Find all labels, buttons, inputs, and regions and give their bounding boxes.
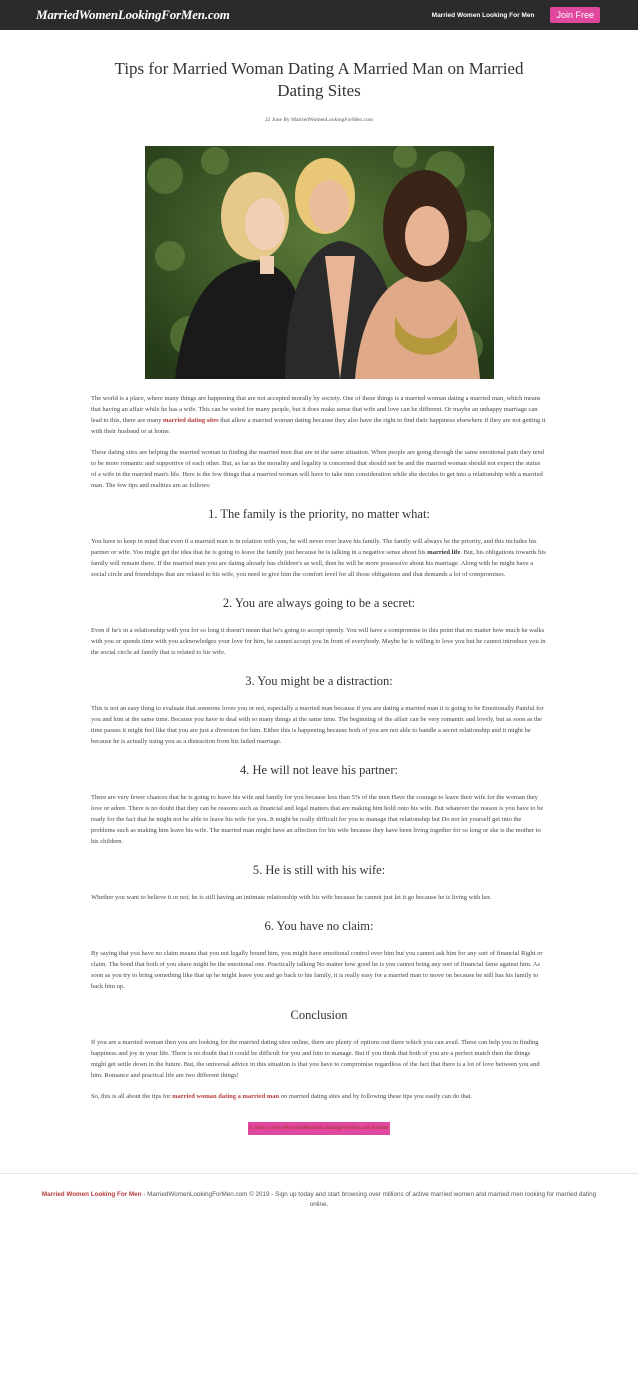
section-1-text-continued: . But, his obligations towards his family will remain there. If the married man you are dating already has children's as well, then he will be more possessive about his marriage. Along with he might have a social circle and friendships that are related to his wife, you need to give him the comfort level for all those obligations and that demands a lot of compromises. [91,549,546,578]
join-free-button[interactable]: Join Free [550,7,600,23]
article-photo [145,146,494,379]
article-byline: 22 June By MarriedWomenLookingForMen.com [264,117,373,123]
article-title: Tips for Married Woman Dating A Married Man on Married Dating Sites [114,59,524,100]
conclusion-paragraph-2 [91,1091,547,1102]
section-heading-5: 5. He is still with his wife: [252,863,386,877]
section-1-text: You have to keep in mind that even if a married man is in relation with you, he will never ever leave his family. The family will always be the priority, and this includes his partner or wife. You might get the idea that he is going to leave the family just because he is talking in a negative sense about his [91,538,537,556]
married-life-emphasis: married life [427,549,461,556]
married-dating-sites-link[interactable]: married dating sites [163,417,219,424]
section-paragraph-6: By saying that you have no claim means that you not legally bound him, you might have emotional control over him but you cannot ask him for any sort of financial Right or claim. The bond that both of you share might be the emotional one. Practically talking No matter how good he is you cannot bring any sort of financial fame against him. As soon as you try to bring something like that up he might leave you and go back to his family, it is really easy for a married man to move on because he still has his family to back him up. [91,950,543,990]
section-paragraph-4: There are very fewer chances that he is going to leave his wife and family for you because less than 5% of the men Have the courage to leave their wife for the woman they love or adore. There is no doubt that they can be reasons such as financial and legal matters that are making him hold onto his wife. But whatever the reason is you have to be ready for the fact that he might not be able to leave his wife for you. It might be really difficult for you to manage that relationship but Do not let yourself get into the problems such as making him leave his wife. The married man might have an affection for his wife because they have been living together for so long or she is the mother to his children. [91,794,544,845]
nav-link-married-women[interactable]: Married Women Looking For Men [431,11,535,19]
page-footer [0,1173,638,1210]
footer-text: - MarriedWomenLookingForMen.com © 2019 - Sign up today and start browsing over millions of active married women and married men looking for married dating online. [141,1191,597,1208]
conclusion-paragraph-1: If you are a married woman then you are looking for the married dating sites online, there are plenty of options out there which you can avail. These can help you in finding happiness and joy in your life. There is no doubt that it could be difficult for you and him to manage. But if you think that both of you are a perfect match then the things might get settle down in the future. But, the universal advice in this situation is that you have to compromise regardless of the fact that there is a lot of love between you and him. Romance and practical life are two different things! [91,1039,540,1079]
create-profile-button[interactable]: Create a Free MarriedWomenLookingForMen.com Profile [248,1122,390,1135]
section-heading-2: 2. You are always going to be a secret: [222,596,416,610]
article-body [91,393,547,1135]
intro-text: The world is a place, where many things are happening that are not accepted morally by society. One of these things is a married woman dating a married man, which means that having an affair while he has a wife. This can be weird for many people, but it does make sense that wife and love can be different. Or maybe an unhappy marriage can lead to this, there are many [91,395,541,424]
married-woman-dating-link[interactable]: married woman dating a married man [172,1093,280,1100]
section-heading-4: 4. He will not leave his partner: [240,763,398,777]
top-navigation-bar [0,0,638,30]
section-paragraph-3: This is not an easy thing to evaluate that someone loves you or not, especially a married man because if you are dating a married man it is going to be Emotionally Painful for you and him at the same time. Because you have to deal with so many things at the same time. The beginning of the affair can be very romantic and lovely, but as soon as the time passes it might feel like that you are just a diversion for him. Either this is happening because both of you are not able to handle a secret relationship and it might be because he is actually using you as a distraction from his failed marriage. [91,705,544,745]
section-heading-6: 6. You have no claim: [264,919,374,933]
intro-text-continued: that allow a married woman dating because they also have the right to find their happiness elsewhere if they are not getting it with their husband or at home. [91,417,546,435]
conclusion-heading: Conclusion [290,1008,348,1022]
section-heading-1: 1. The family is the priority, no matter what: [208,507,430,521]
conclusion-text: So, this is all about the tips for [91,1093,173,1100]
header-nav [432,7,600,23]
photo-illustration [145,146,494,379]
section-paragraph-2: Even if he's in a relationship with you for so long it doesn't mean that he's going to accept openly. You will have a compromise to this point that no matter how much he walks with you or spends time with you acknowledges your love for him, he cannot accept you In front of everybody. Maybe he is willing to love you but he cannot introduce you in the social circle ad family that is related to his wife. [91,627,546,656]
site-logo[interactable]: MarriedWomenLookingForMen.com [36,7,230,22]
article [91,30,547,1135]
footer-brand-link[interactable]: Married Women Looking For Men [41,1191,142,1198]
intro-paragraph-2: These dating sites are helping the married woman in finding the married men that are in the same situation. When people are going through the same emotional pain they tend to be more romantic and supportive of each other. But, as far as the morality and legality is concerned that should not be and the married woman should not expect the status of a wife in the married man's life. Here is the few things that a married woman will have to take into consideration while she decides to get into a relationship with a married man. The few tips and realities are as follows: [91,449,544,489]
section-heading-3: 3. You might be a distraction: [245,674,393,688]
section-paragraph-1 [91,536,547,580]
conclusion-text-continued: on married dating sites and by following these tips you easily can do that. [279,1093,473,1100]
cta-container [91,1122,547,1135]
section-paragraph-5: Whether you want to believe it or not, he is still having an intimate relationship with his wife because he cannot just let it go because he is living with her. [91,894,492,901]
intro-paragraph-1 [91,393,547,437]
